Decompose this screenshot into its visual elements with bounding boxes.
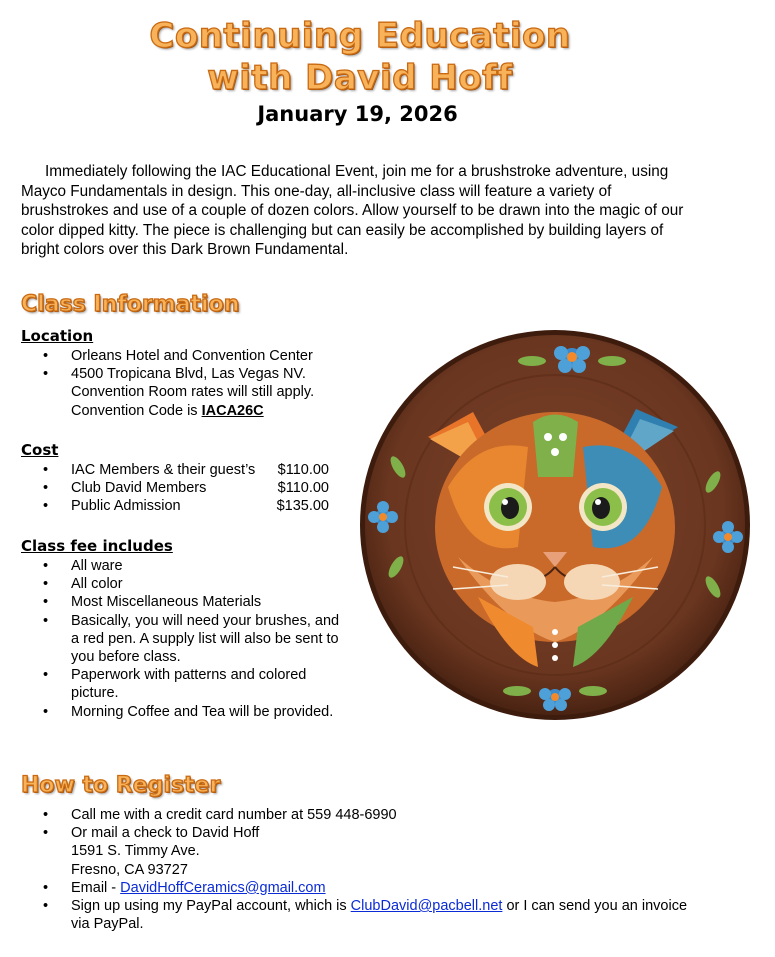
list-item [43,365,343,420]
location-venue: Orleans Hotel and Convention Center [71,348,313,364]
convention-code: IACA26C [201,402,264,419]
cost-amount: $110.00 [277,462,329,478]
list-item: • Paperwork with patterns and colored picture. [43,666,343,702]
list-item: • Basically, you will need your brushes, and a red pen. A supply list will also be sent to you before class. [43,612,343,667]
list-item [43,479,343,497]
email-label: Email - [71,879,121,896]
list-item [43,497,343,515]
location-heading: Location [21,327,94,345]
cost-label: • IAC Members & their guest’s [71,462,256,478]
list-item: • Morning Coffee and Tea will be provided. [43,703,343,721]
register-list [43,806,703,933]
list-item: • All color [43,575,343,593]
paypal-text-pre: Sign up using my PayPal account, which is [71,898,351,915]
cost-label: • Public Admission [71,498,181,515]
list-item [43,824,703,879]
title-line-1: Continuing Education [149,16,571,56]
title-line-2: with David Hoff [207,58,513,98]
location-address: 4500 Tropicana Blvd, Las Vegas NV. Convention Room rates will still apply. Convention Code is [71,366,315,419]
intro-paragraph [21,162,691,260]
class-information-heading: Class Information [21,292,240,317]
intro-text: Immediately following the IAC Educational Event, join me for a brushstroke adventure, using Mayco Fundamentals in design. This one-day, all-inclusive class will feature a variety of brushstrokes and use of a couple of dozen colors. Allow yourself to be drawn into the magic of our color dipped kitty. The piece is challenging but can easily be accomplished by building layers of bright colors over this Dark Brown Fundamental. [21,163,684,258]
paypal-email-link[interactable]: ClubDavid@pacbell.net [350,898,503,915]
painted-cat-plate-image [358,327,753,724]
cost-amount: $135.00 [276,498,329,515]
email-link[interactable]: DavidHoffCeramics@gmail.com [120,879,326,896]
list-item: • Call me with a credit card number at 559 448-6990 [43,806,703,824]
mail-intro: • Or mail a check to David Hoff [71,825,260,842]
class-fee-includes-heading: Class fee includes [21,537,173,555]
mail-city: Fresno, CA 93727 [71,861,188,878]
how-to-register-heading: How to Register [21,773,221,798]
cost-list [43,461,343,516]
mail-street: 1591 S. Timmy Ave. [71,843,200,860]
paypal-text-post: or I can send you an invoice via PayPal. [71,898,688,933]
list-item: • All ware [43,557,343,575]
includes-list [43,557,343,721]
list-item [43,347,343,365]
cost-label: • Club David Members [71,480,207,497]
list-item [43,897,703,933]
list-item [43,879,703,897]
event-date: January 19, 2026 [257,102,458,126]
list-item [43,461,343,479]
list-item: • Most Miscellaneous Materials [43,593,343,611]
location-list [43,347,343,420]
cost-heading: Cost [21,441,59,459]
cost-amount: $110.00 [277,480,329,497]
